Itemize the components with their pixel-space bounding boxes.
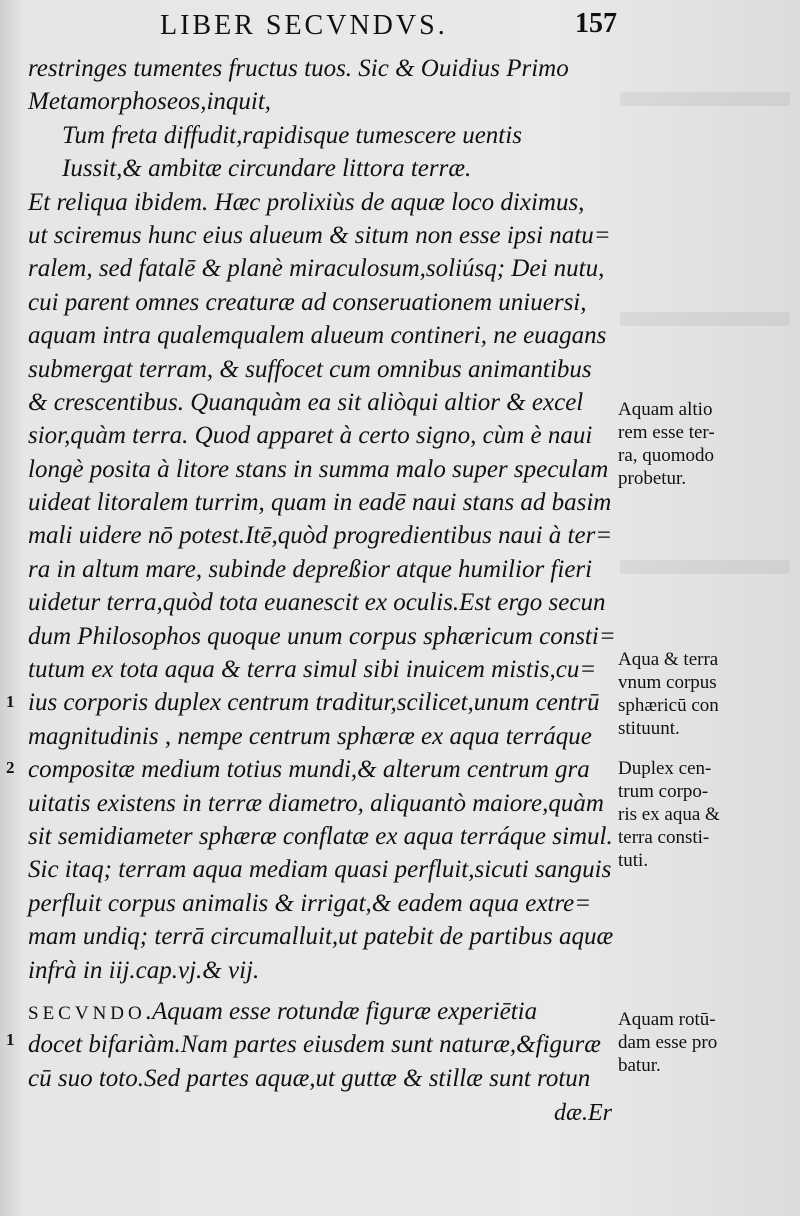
margin-line: terra consti- [618, 827, 710, 848]
text-line: sior,quàm terra. Quod apparet à certo signo, cùm è naui [28, 422, 593, 450]
text-line: longè posita à litore stans in summa malo super speculam [28, 455, 609, 483]
main-text-block [28, 52, 614, 1095]
margin-line: dam esse pro [618, 1032, 718, 1053]
margin-line: Aqua & terra [618, 649, 719, 670]
margin-line: probetur. [618, 468, 687, 489]
text-line: perfluit corpus animalis & irrigat,& eadem aqua extre= [28, 889, 592, 917]
text-line: ut sciremus hunc eius alueum & situm non esse ipsi natu= [28, 221, 611, 249]
text-line: infrà in iij.cap.vj.& vij. [28, 956, 260, 984]
margin-line: trum corpo- [618, 781, 709, 802]
text-line: uitatis existens in terræ diametro, aliquantò maiore,quàm [28, 789, 604, 817]
margin-line: stituunt. [618, 718, 680, 739]
margin-line: Aquam rotū- [618, 1009, 716, 1030]
verse-line: Tum freta diffudit,rapidisque tumescere uentis [62, 121, 522, 149]
left-margin-mark: 1 [6, 1030, 15, 1049]
left-margin-mark: 1 [6, 692, 15, 711]
margin-line: rem esse ter- [618, 422, 715, 443]
text-line: mam undiq; terrā circumalluit,ut patebit de partibus aquæ [28, 923, 614, 951]
text-line: Metamorphoseos,inquit, [28, 88, 272, 116]
margin-line: ra, quomodo [618, 445, 715, 466]
margin-line: Aquam altio [618, 399, 713, 420]
margin-note-double-center [618, 757, 798, 872]
text-line: ius corporis duplex centrum traditur,scilicet,unum centrū [28, 689, 600, 717]
verse-line: Iussit,& ambitæ circundare littora terræ. [62, 155, 472, 183]
margin-line: Duplex cen- [618, 758, 712, 779]
text-line: ra in altum mare, subinde depreßior atque humilior fieri [28, 555, 593, 583]
margin-line: ris ex aqua & [618, 804, 720, 825]
text-line: magnitudinis , nempe centrum sphæræ ex aqua terráque [28, 722, 592, 750]
text-line: ralem, sed fatalē & planè miraculosum,soliúsq; Dei nutu, [28, 255, 605, 283]
text-line: mali uidere nō potest.Itē,quòd progredientibus naui à ter= [28, 522, 613, 550]
text-line: cui parent omnes creaturæ ad conseruationem uniuersi, [28, 288, 587, 316]
text-line: submergat terram, & suffocet cum omnibus animantibus [28, 355, 592, 383]
text-line: uidetur terra,quòd tota euanescit ex oculis.Est ergo secun [28, 589, 606, 617]
text-fragment: .Aquam esse rotundæ figuræ experiētia [145, 997, 538, 1025]
bleed-through-mark [620, 560, 790, 574]
catchword: dæ.Er [554, 1100, 613, 1126]
text-line: sit semidiameter sphæræ conflatæ ex aqua terráque simul. [28, 822, 613, 850]
text-line: uideat litoralem turrim, quam in eadē naui stans ad basim [28, 489, 612, 517]
margin-line: sphæricū con [618, 695, 719, 716]
text-line: Sic itaq; terram aqua mediam quasi perfluit,sicuti sanguis [28, 856, 612, 884]
margin-line: tuti. [618, 850, 649, 871]
text-line: aquam intra qualemqualem alueum contineri, ne euagans [28, 322, 607, 350]
running-head: LIBER SECVNDVS. [160, 10, 448, 41]
margin-note-water-higher [618, 398, 798, 490]
margin-line: batur. [618, 1055, 661, 1076]
text-line: compositæ medium totius mundi,& alterum centrum gra [28, 756, 590, 784]
bleed-through-mark [620, 312, 790, 326]
text-line: Et reliqua ibidem. Hæc prolixiùs de aquæ loco diximus, [28, 188, 585, 216]
margin-note-one-body [618, 648, 798, 740]
text-line: dum Philosophos quoque unum corpus sphæricum consti= [28, 622, 616, 650]
section-word-secundo: SECVNDO [28, 1002, 146, 1024]
margin-note-water-round [618, 1008, 798, 1077]
text-line: docet bifariàm.Nam partes eiusdem sunt naturæ,&figuræ [28, 1031, 601, 1059]
text-line: restringes tumentes fructus tuos. Sic & Ouidius Primo [28, 55, 569, 82]
text-line: & crescentibus. Quanquàm ea sit aliòqui altior & excel [28, 388, 584, 416]
text-line: tutum ex tota aqua & terra simul sibi inuicem mistis,cu= [28, 656, 597, 684]
margin-line: vnum corpus [618, 672, 717, 693]
page-number: 157 [575, 8, 617, 39]
text-line: cū suo toto.Sed partes aquæ,ut guttæ & stillæ sunt rotun [28, 1064, 591, 1092]
paragraph-start-line [28, 995, 614, 1028]
left-margin-mark: 2 [6, 758, 15, 777]
bleed-through-mark [620, 92, 790, 106]
